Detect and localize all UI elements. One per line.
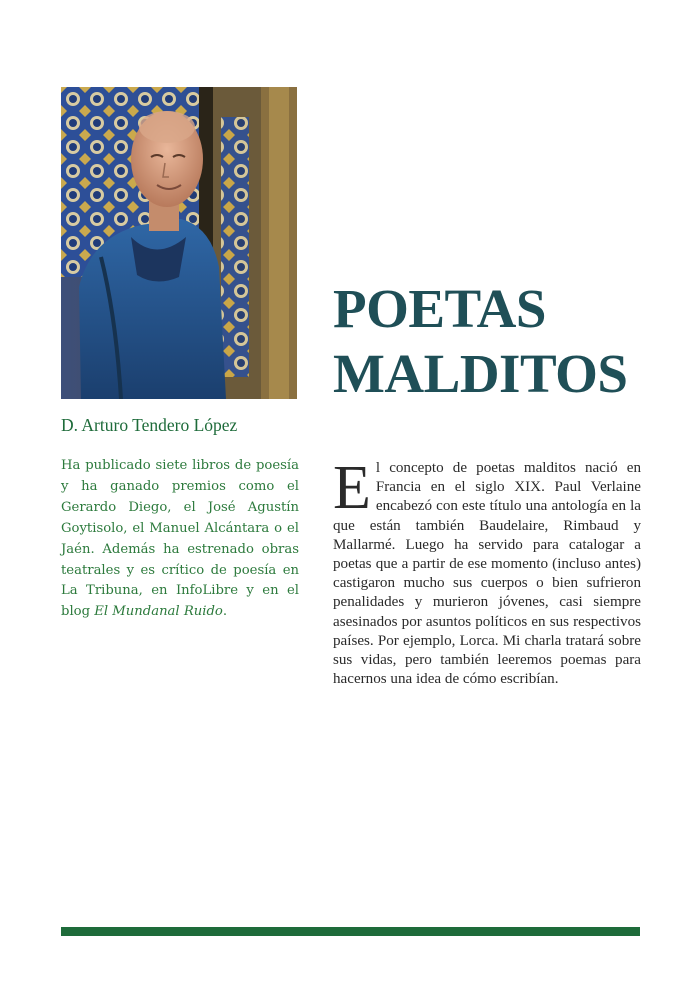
drop-cap: E (333, 454, 371, 522)
footer-rule (61, 927, 640, 936)
article-body-text: l concepto de poetas malditos nació en Francia en el siglo XIX. Paul Verlaine encabezó con este título una antología en la que están también Baudelaire, Rimbaud y Mallarmé. Luego ha servido para catalogar a poetas que a partir de ese momento (incluso antes) castigaron mucho sus cuerpos o bien sufrieron penalidades y murieron jóvenes, casi siempre asesinados por asuntos políticos en sus respectivos países. Por ejemplo, Lorca. Mi charla tratará sobre sus vidas, pero también leeremos poemas para hacernos una idea de cómo escribían. (333, 460, 641, 688)
author-bio-end: . (222, 604, 228, 620)
author-name: D. Arturo Tendero López (61, 415, 238, 435)
title-line-1: POETAS (333, 278, 546, 339)
title-line-2: MALDITOS (333, 343, 628, 404)
author-bio (61, 456, 299, 623)
article-title (333, 276, 653, 406)
author-bio-text: Ha publicado siete libros de poesía y ha ganado premios como el Gerardo Diego, el José Agustín Goytisolo, el Manuel Alcántara o el Jaén. Además ha estrenado obras teatrales y es crítico de poesía en La Tribuna, en InfoLibre y en el blog (61, 458, 299, 620)
author-photo (61, 87, 297, 399)
blog-name: El Mundanal Ruido (94, 604, 223, 620)
article-body (333, 454, 641, 689)
